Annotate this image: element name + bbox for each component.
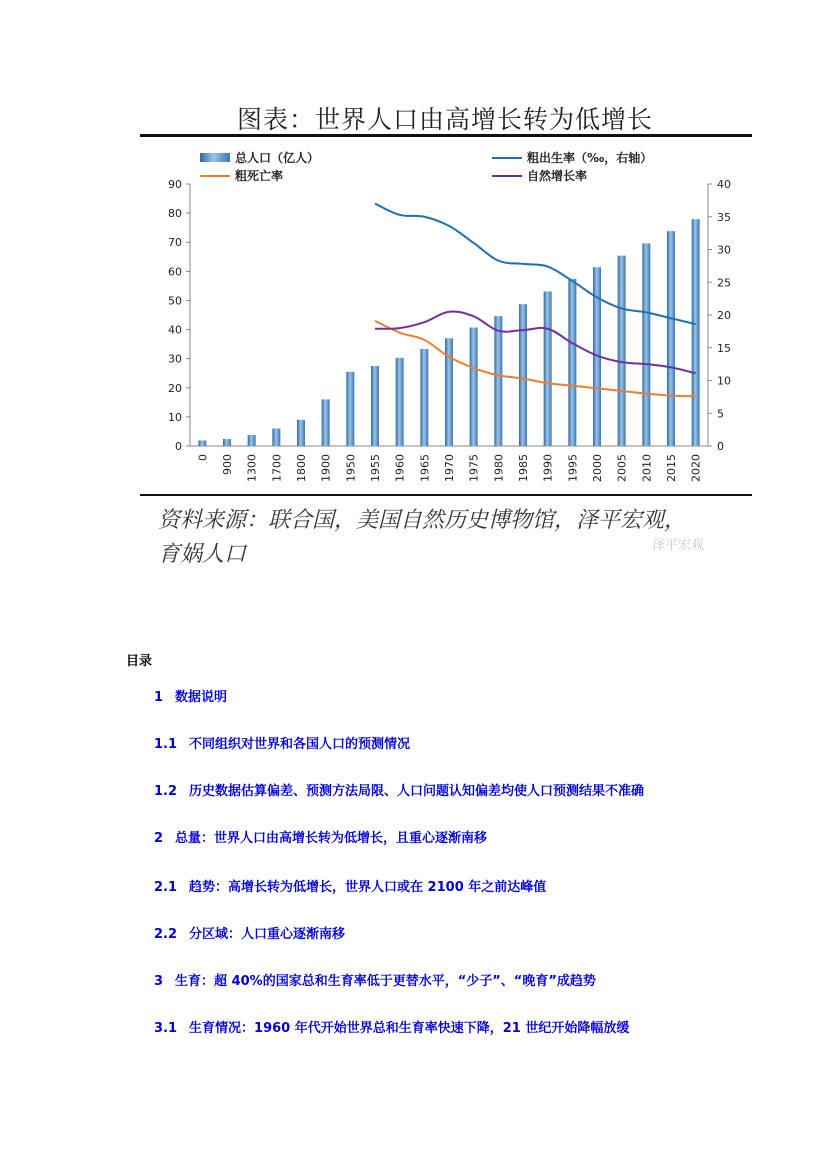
toc-item-text: 生育：超 40%的国家总和生育率低于更替水平，“少子”、“晚育”成趋势 — [175, 974, 596, 989]
x-tick-label: 1960 — [393, 454, 407, 482]
toc-item-3[interactable] — [154, 970, 596, 989]
x-tick-label: 1970 — [443, 454, 456, 482]
toc-item-text: 生育情况：1960 年代开始世界总和生育率快速下降，21 世纪开始降幅放缓 — [189, 1021, 630, 1036]
toc-item-number: 3 — [154, 974, 164, 989]
y-left-tick-label: 40 — [168, 323, 182, 337]
figure-top-rule — [140, 134, 752, 137]
toc-item-number: 2.2 — [154, 927, 178, 942]
y-left-tick-label: 90 — [168, 178, 182, 191]
bar-population — [494, 316, 502, 446]
x-tick-label: 1300 — [245, 454, 259, 482]
bar-population — [618, 256, 626, 446]
bar-population — [371, 366, 379, 446]
toc-item-2[interactable] — [154, 827, 487, 846]
x-tick-label: 1995 — [566, 454, 580, 482]
legend-swatch-population — [200, 153, 230, 162]
bar-population — [346, 372, 354, 446]
x-tick-label: 2020 — [689, 454, 703, 482]
bar-population — [642, 243, 650, 446]
bar-population — [272, 429, 280, 446]
toc-item-number: 2.1 — [154, 880, 178, 895]
toc-item-1-1[interactable] — [154, 733, 410, 752]
y-right-tick-label: 20 — [717, 309, 731, 322]
legend-label-natural-growth: 自然增长率 — [527, 169, 588, 183]
watermark: 泽平宏观 — [652, 538, 705, 553]
y-right-tick-label: 25 — [717, 276, 731, 290]
y-right-tick-label: 0 — [717, 440, 724, 453]
toc-item-number: 1 — [154, 690, 164, 705]
x-tick-label: 2010 — [640, 454, 654, 483]
x-tick-label: 900 — [221, 454, 234, 475]
x-tick-label: 1980 — [492, 454, 506, 482]
bar-population — [470, 328, 478, 446]
source-line-1: 资料来源：联合国，美国自然历史博物馆，泽平宏观， — [158, 508, 687, 533]
bar-population — [544, 291, 552, 446]
y-left-tick-label: 10 — [168, 410, 182, 424]
toc-item-text: 趋势：高增长转为低增长，世界人口或在 2100 年之前达峰值 — [189, 880, 547, 895]
bar-population — [396, 358, 404, 446]
x-tick-label: 2005 — [615, 453, 629, 482]
x-tick-label: 1955 — [369, 454, 382, 482]
x-tick-label: 0 — [196, 454, 210, 461]
x-tick-label: 1900 — [319, 454, 333, 482]
figure-bottom-rule — [140, 494, 752, 496]
y-right-tick-label: 5 — [717, 407, 724, 421]
y-right-tick-label: 35 — [717, 210, 731, 224]
x-tick-label: 1950 — [344, 454, 358, 482]
toc-item-number: 2 — [154, 831, 164, 846]
y-right-tick-label: 30 — [717, 243, 731, 257]
legend-label-death-rate: 粗死亡率 — [235, 169, 284, 183]
y-right-tick-label: 10 — [717, 374, 731, 388]
bar-population — [248, 435, 256, 446]
toc-item-number: 3.1 — [154, 1021, 178, 1036]
y-left-tick-label: 30 — [168, 352, 182, 366]
toc-item-1-2[interactable] — [154, 780, 644, 799]
y-right-tick-label: 15 — [717, 341, 731, 355]
y-left-tick-label: 70 — [168, 236, 182, 250]
x-tick-label: 1700 — [270, 454, 284, 482]
bar-population — [568, 279, 576, 446]
population-chart — [140, 140, 750, 490]
x-tick-label: 2000 — [591, 454, 604, 482]
y-left-tick-label: 0 — [175, 440, 182, 453]
legend-label-population: 总人口（亿人） — [235, 151, 320, 165]
toc-item-number: 1.2 — [154, 784, 178, 799]
x-tick-label: 1975 — [467, 454, 481, 482]
y-right-tick-label: 40 — [717, 178, 731, 191]
legend-label-birth-rate: 粗出生率（‰，右轴） — [527, 151, 653, 165]
x-tick-label: 1965 — [418, 454, 432, 482]
toc-item-text: 历史数据估算偏差、预测方法局限、人口问题认知偏差均使人口预测结果不准确 — [189, 784, 645, 799]
toc-item-text: 分区域：人口重心逐渐南移 — [189, 927, 346, 942]
bar-population — [297, 420, 305, 446]
bar-population — [692, 219, 700, 446]
y-left-tick-label: 50 — [168, 294, 182, 308]
bar-population — [198, 440, 206, 446]
source-line-2: 育娲人口 — [158, 542, 247, 567]
toc-item-text: 不同组织对世界和各国人口的预测情况 — [189, 737, 411, 752]
toc-item-number: 1.1 — [154, 737, 178, 752]
bar-population — [322, 399, 330, 446]
y-left-tick-label: 20 — [168, 381, 182, 395]
figure-title: 图表：世界人口由高增长转为低增长 — [236, 105, 653, 134]
x-tick-label: 1800 — [295, 454, 308, 482]
toc-item-2-2[interactable] — [154, 923, 345, 942]
toc-item-text: 数据说明 — [175, 690, 228, 705]
x-tick-label: 2015 — [665, 454, 678, 482]
y-left-tick-label: 60 — [168, 265, 182, 279]
toc-item-2-1[interactable] — [154, 876, 546, 895]
toc-item-1[interactable] — [154, 686, 227, 705]
toc-item-text: 总量：世界人口由高增长转为低增长，且重心逐渐南移 — [175, 831, 488, 846]
bar-population — [667, 231, 675, 446]
x-tick-label: 1985 — [517, 454, 530, 482]
x-tick-label: 1990 — [541, 454, 555, 482]
toc-heading: 目录 — [126, 654, 153, 669]
bar-population — [420, 349, 428, 446]
bar-population — [519, 304, 527, 446]
y-left-tick-label: 80 — [168, 207, 182, 221]
toc-item-3-1[interactable] — [154, 1017, 629, 1036]
bar-population — [223, 439, 231, 446]
